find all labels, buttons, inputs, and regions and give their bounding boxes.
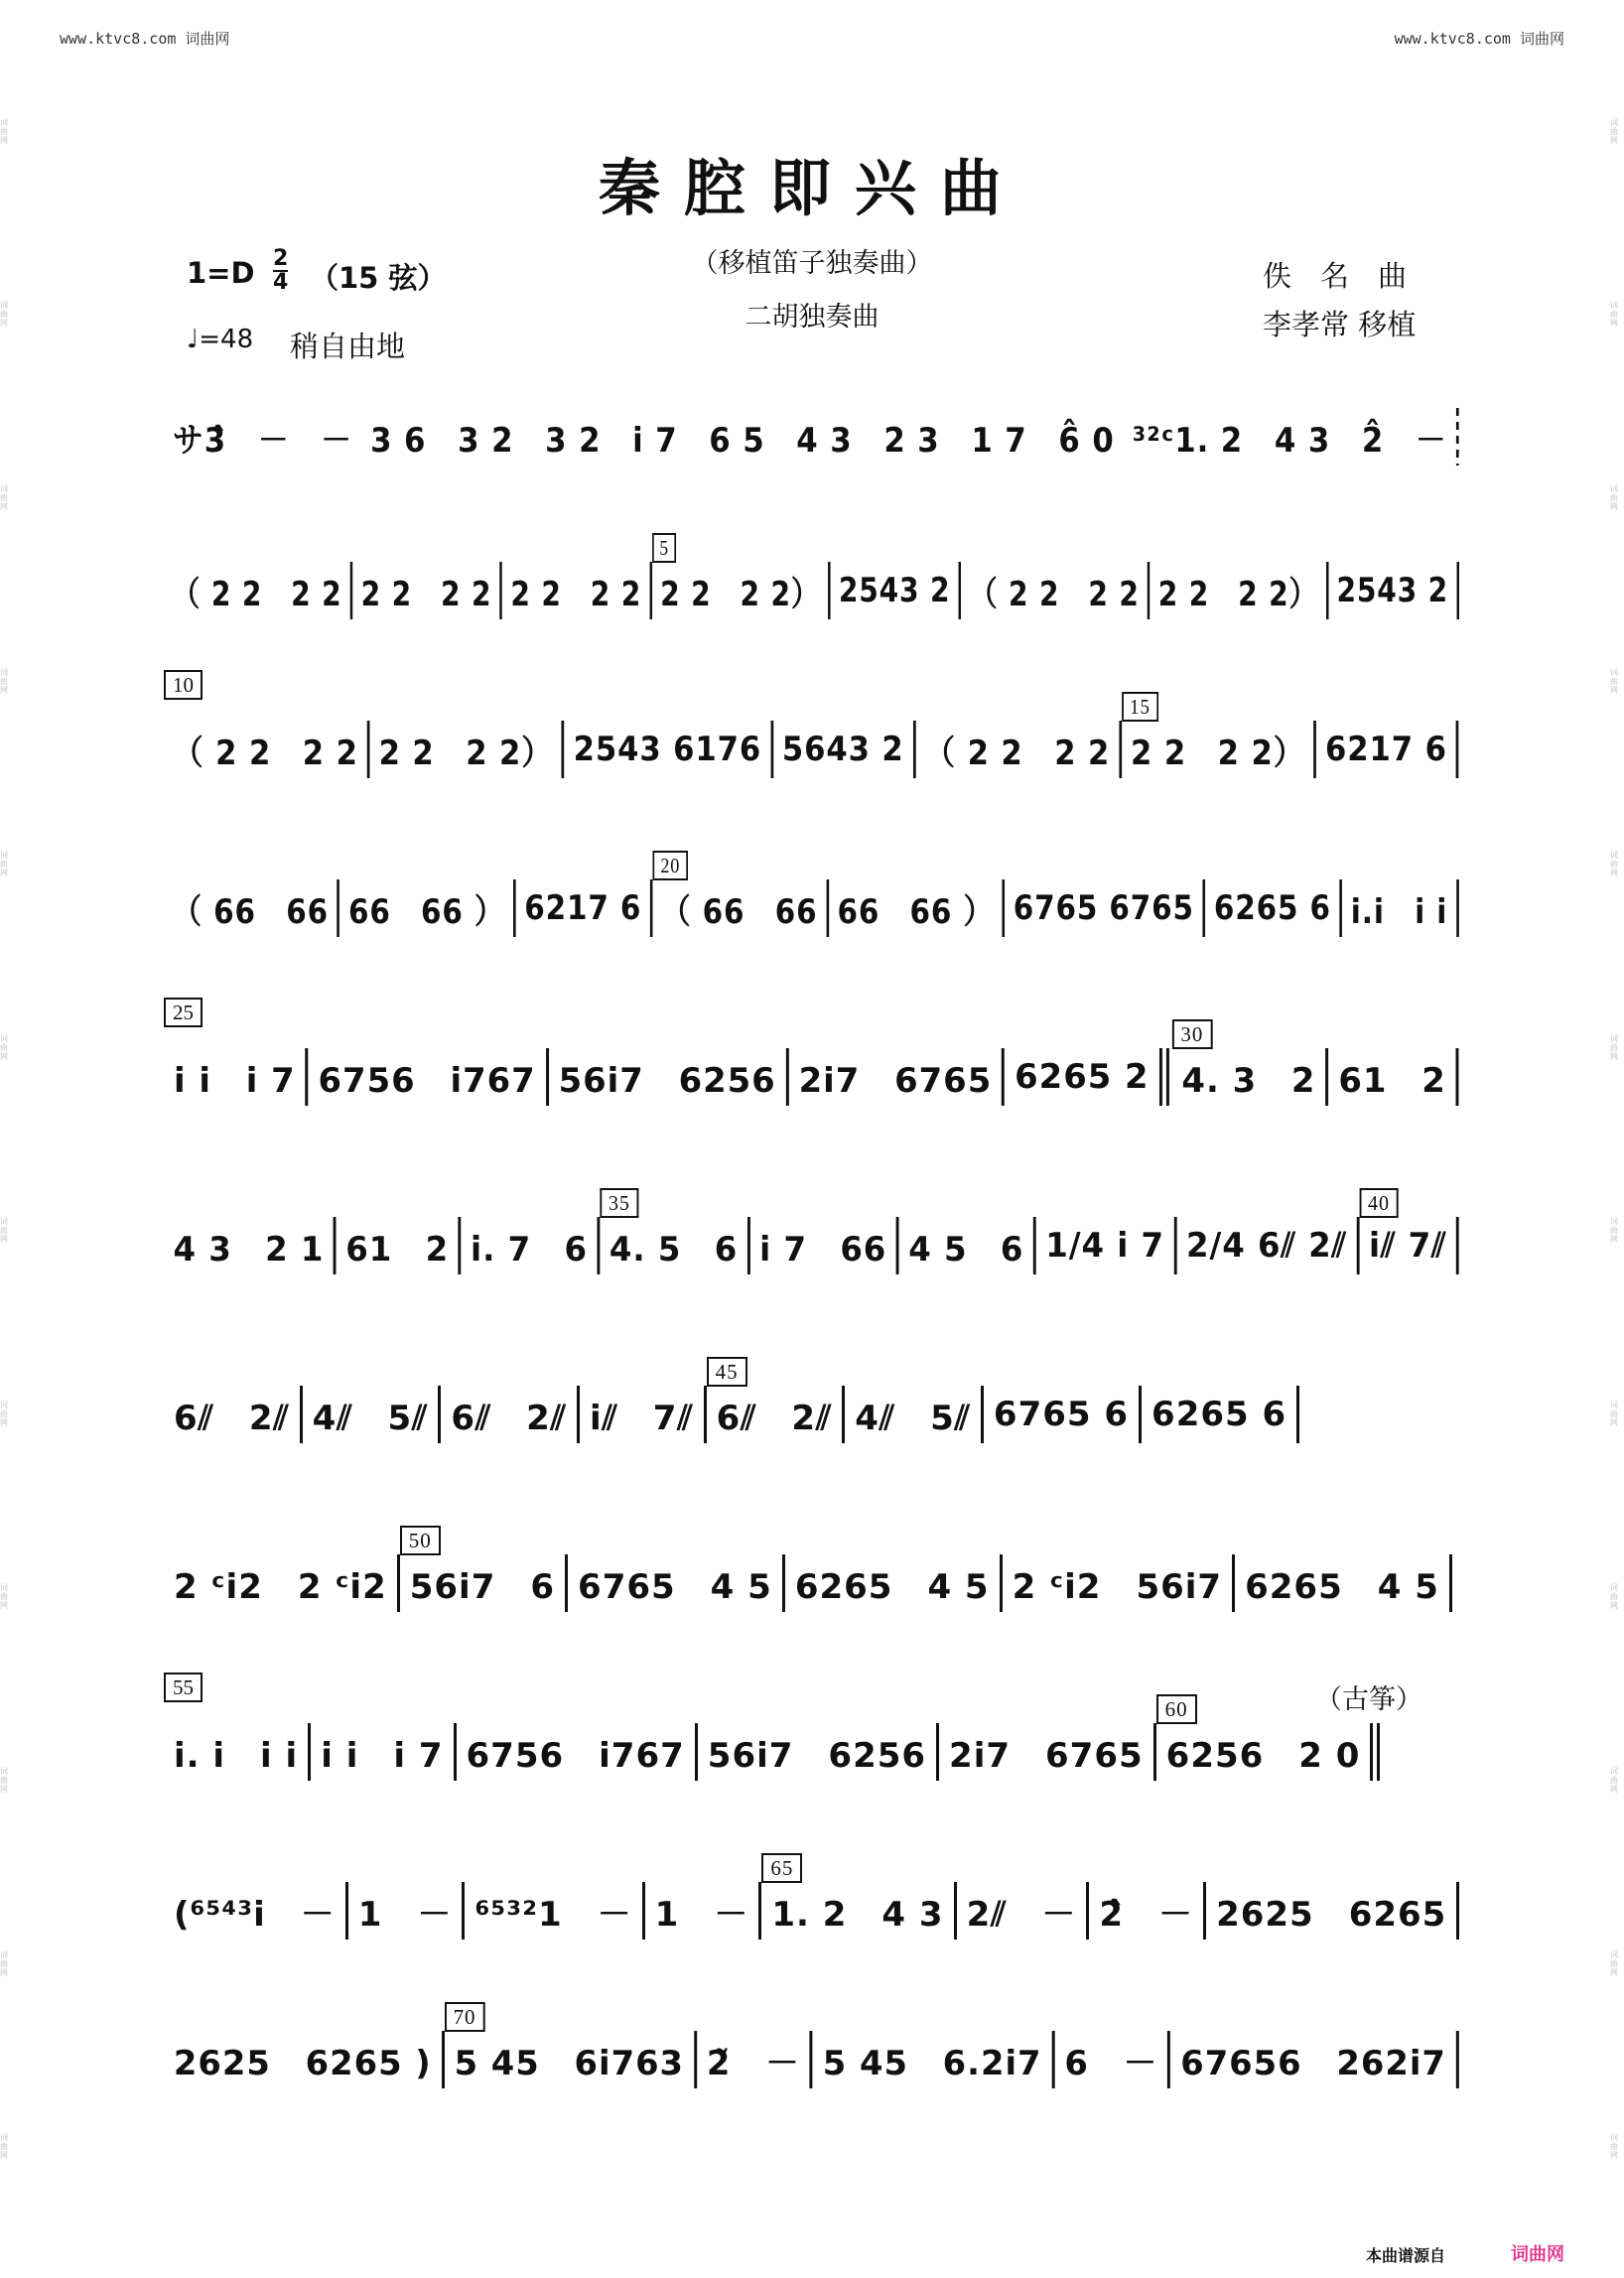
notation-segment: 4 5 6 [908, 1229, 1024, 1270]
notation-segment: （ 2 2 2 2 [172, 574, 342, 614]
barline [1296, 1386, 1299, 1443]
notation-segment: i i i 7 [173, 1060, 296, 1101]
side-mark: 词曲网 [0, 1400, 8, 1427]
side-mark: 词曲网 [1610, 1583, 1618, 1611]
side-mark: 词曲网 [1610, 301, 1618, 329]
measure [698, 1728, 936, 1776]
notation-segment: サ3̇̂ － － [173, 420, 352, 461]
score-row-6 [164, 1191, 1459, 1295]
measure-number: 35 [600, 1188, 638, 1218]
measure [164, 567, 350, 614]
barline-dashed [1456, 408, 1459, 466]
side-mark: 词曲网 [0, 1766, 8, 1794]
measure [164, 726, 367, 773]
measure [516, 884, 650, 932]
measure [961, 567, 1148, 614]
barline [1456, 562, 1458, 619]
measure [1171, 1022, 1325, 1101]
notation-segment: i.i i i [1350, 891, 1448, 932]
side-mark: 词曲网 [0, 1949, 8, 1977]
side-mark: 词曲网 [1610, 667, 1618, 695]
side-mark: 词曲网 [0, 1033, 8, 1061]
measure [1170, 2036, 1456, 2083]
notation-segment: 61 2 [345, 1229, 450, 1270]
notation-segment: 2 2 2 2） [378, 733, 553, 773]
measure [707, 1360, 843, 1438]
measure [568, 1559, 782, 1607]
notation-segment: 2i7 6765 [949, 1735, 1144, 1776]
measure [352, 567, 499, 614]
measure-number: 40 [1359, 1188, 1398, 1218]
barline [1456, 1217, 1459, 1274]
guzheng-annotation: （古筝） [1315, 1684, 1422, 1715]
notation-segment: （ 2 2 2 2 [173, 733, 358, 773]
measure [1328, 567, 1456, 614]
notation-segment: 6265 6 [1213, 888, 1331, 928]
notation-segment: 2625 6265 ) [173, 2043, 432, 2083]
measure [309, 1053, 546, 1101]
notation-segment: i. i i i [174, 1735, 299, 1776]
side-mark: 词曲网 [1610, 1949, 1618, 1977]
measure [761, 1856, 953, 1935]
measure [1122, 695, 1313, 773]
expression-mark: 稍自由地 [290, 330, 406, 363]
measure [1005, 1053, 1158, 1101]
measure [697, 2036, 810, 2083]
measure-number: 20 [653, 851, 689, 880]
notation-segment: 2 ᶜi2 2 ᶜi2 [174, 1566, 387, 1607]
tempo: ♩=48 [187, 325, 254, 354]
notation-segment: （ 66 66 [172, 891, 330, 932]
score-row-2 [164, 536, 1459, 640]
notation-segment: 6756 i767 [318, 1060, 536, 1101]
notation-segment: 2543 2 [1336, 571, 1449, 610]
barline [1456, 879, 1459, 937]
score-row-3 [164, 673, 1459, 799]
measure [164, 1559, 397, 1607]
notation-segment: (⁶⁵⁴³i － [174, 1894, 336, 1935]
side-mark: 词曲网 [1610, 1033, 1618, 1061]
score-title: 秦腔即兴曲 [598, 152, 1025, 224]
side-mark: 词曲网 [1610, 117, 1618, 145]
measure [1176, 1222, 1356, 1270]
measure [311, 1728, 453, 1776]
notation-segment: i. 7 6 [471, 1229, 588, 1270]
notation-segment: 2625 6265 [1216, 1894, 1447, 1935]
measure [164, 1053, 306, 1101]
notation-segment: i i i 7 [321, 1735, 444, 1776]
side-mark: 词曲网 [0, 2133, 8, 2161]
measure [164, 1391, 300, 1438]
side-mark: 词曲网 [0, 851, 8, 878]
barline [1456, 1048, 1459, 1106]
measure [939, 1728, 1153, 1776]
notation-segment: 2⫽ － [966, 1894, 1077, 1935]
barline [1456, 721, 1459, 778]
notation-segment: 6217 6 [524, 888, 642, 928]
score-row-1 [164, 387, 1459, 486]
measure [445, 2005, 694, 2083]
side-mark: 词曲网 [1610, 1766, 1618, 1794]
time-signature-bottom: 4 [273, 270, 289, 295]
barline [1449, 1554, 1452, 1612]
side-mark: 词曲网 [0, 1583, 8, 1611]
notation-segment: 66 66 ） [837, 891, 994, 932]
measure [1142, 1391, 1296, 1438]
measure-number: 5 [652, 533, 676, 563]
notation-segment: 6265 2 [1015, 1057, 1150, 1097]
notation-segment: 6756 i767 [466, 1735, 685, 1776]
notation-segment: 4 3 2 1 [173, 1229, 325, 1270]
notation-segment: 6265 4 5 [1245, 1566, 1439, 1607]
notation-segment: 6217 6 [1325, 730, 1447, 769]
notation-segment: 4. 5 6 [609, 1229, 739, 1270]
measure [337, 1222, 459, 1270]
notation-segment: 66 66 ） [347, 891, 505, 932]
notation-segment: 1 － [654, 1894, 749, 1935]
measure [1005, 884, 1203, 932]
repeat-start-barline [1159, 1048, 1162, 1106]
side-mark: 词曲网 [0, 301, 8, 329]
key-signature: 1=D [187, 256, 255, 290]
measure [813, 2036, 1052, 2083]
notation-segment: （ 2 2 2 2 [969, 574, 1140, 614]
notation-segment: 3 6 3 2 3 2 i 7 6 5 4 3 2 3 1 7 6̂ 0 [370, 420, 1115, 461]
measure-number: 70 [445, 2002, 485, 2032]
measure [1156, 1697, 1371, 1776]
tuning: （15 弦） [310, 261, 447, 295]
measure [441, 1391, 577, 1438]
notation-segment: 4⫽ 5⫽ [855, 1398, 971, 1438]
notation-segment: 1 － [357, 1894, 453, 1935]
site-url-right[interactable]: www.ktvc8.com 词曲网 [1394, 30, 1564, 48]
measure-number: 15 [1122, 692, 1158, 722]
measure [339, 884, 513, 932]
side-mark: 词曲网 [1610, 2133, 1618, 2161]
measure [1054, 2036, 1167, 2083]
notation-segment: 6765 6765 [1013, 888, 1194, 928]
side-mark: 词曲网 [0, 1217, 8, 1245]
side-mark: 词曲网 [1610, 1400, 1618, 1427]
notation-segment: 5 45 6.2i7 [822, 2043, 1042, 2083]
measure [789, 1053, 1003, 1101]
notation-segment: 2 ᶜi2 56i7 [1012, 1566, 1223, 1607]
notation-segment: 2 2 2 2） [1157, 574, 1318, 614]
side-watermark-right [1610, 40, 1624, 2238]
measure [462, 1222, 598, 1270]
notation-segment: 5 45 6i763 [454, 2043, 685, 2083]
measure [1359, 1191, 1456, 1270]
measure-number: 25 [164, 998, 203, 1027]
measure-group [361, 413, 1124, 461]
notation-segment: 2 2 2 2 [510, 574, 642, 614]
measure [164, 1887, 345, 1935]
measure [653, 854, 827, 932]
measure-number: 45 [707, 1357, 747, 1387]
measure [831, 567, 959, 614]
measure [164, 2036, 442, 2083]
barline [1456, 1882, 1459, 1940]
measure [1003, 1559, 1233, 1607]
notation-segment: 6⫽ 2⫽ [174, 1398, 290, 1438]
barline [1456, 2031, 1459, 2088]
measure [549, 1053, 786, 1101]
notation-segment: 4⫽ 5⫽ [312, 1398, 429, 1438]
site-url-left[interactable]: www.ktvc8.com 词曲网 [60, 30, 230, 48]
score-row-4 [164, 854, 1459, 958]
side-mark: 词曲网 [0, 667, 8, 695]
side-mark: 词曲网 [1610, 851, 1618, 878]
measure [1328, 1053, 1455, 1101]
side-mark: 词曲网 [1610, 1217, 1618, 1245]
side-mark: 词曲网 [0, 483, 8, 511]
notation-segment: 67656 262i7 [1180, 2043, 1446, 2083]
measure [565, 726, 771, 773]
notation-segment: 6⫽ 2⫽ [716, 1398, 833, 1438]
measure-number: 10 [164, 670, 203, 700]
measure [600, 1191, 746, 1270]
notation-segment: 2i7 6765 [798, 1060, 993, 1101]
score-row-11 [164, 2005, 1459, 2109]
measure [984, 1391, 1139, 1438]
notation-segment: 6265 4 5 [794, 1566, 990, 1607]
notation-segment: 6256 2 0 [1165, 1735, 1361, 1776]
measure [1235, 1559, 1449, 1607]
notation-segment: 6⫽ 2⫽ [451, 1398, 567, 1438]
measure-number: 60 [1156, 1694, 1197, 1724]
notation-segment: 2 2 2 2 [360, 574, 492, 614]
notation-segment: ⁶⁵³²1 － [474, 1894, 632, 1935]
notation-segment: 56i7 6256 [558, 1060, 776, 1101]
measure [652, 536, 828, 614]
measure [1036, 1222, 1174, 1270]
measure [1089, 1887, 1203, 1935]
notation-segment: 6265 6 [1151, 1395, 1287, 1434]
measure [645, 1887, 759, 1935]
measure-number: 50 [400, 1526, 441, 1555]
notation-segment: 6 － [1064, 2043, 1158, 2083]
measure [1316, 726, 1456, 773]
notation-segment: （ 2 2 2 2 [924, 733, 1111, 773]
score-row-8 [164, 1529, 1459, 1633]
measure-number: 30 [1171, 1019, 1212, 1049]
notation-segment: 2543 6176 [573, 730, 762, 769]
measure [502, 567, 649, 614]
score-row-7 [164, 1360, 1459, 1464]
measure [750, 1222, 896, 1270]
notation-segment: 2543 2 [838, 571, 951, 610]
notation-segment: 4. 3 2 [1181, 1060, 1316, 1101]
repeat-end-barline [1370, 1723, 1373, 1781]
measure [845, 1391, 981, 1438]
measure [899, 1222, 1033, 1270]
measure [1205, 884, 1339, 932]
notation-segment: 1. 2 4 3 [771, 1894, 944, 1935]
notation-segment: 56i7 6 [409, 1566, 556, 1607]
notation-segment: 5643 2 [781, 730, 904, 769]
measure-number: 65 [761, 1853, 802, 1883]
measure [164, 884, 338, 932]
measure [348, 1887, 463, 1935]
measure [303, 1391, 439, 1438]
score-row-9 [164, 1675, 1459, 1802]
notation-segment: ³²ᶜ1. 2 4 3 2̂ － [1132, 420, 1447, 461]
notation-segment: 56i7 6256 [707, 1735, 927, 1776]
side-mark: 词曲网 [0, 117, 8, 145]
side-mark: 词曲网 [1610, 483, 1618, 511]
time-signature-top: 2 [273, 246, 289, 271]
notation-segment: 6765 4 5 [578, 1566, 772, 1607]
measure [957, 1887, 1087, 1935]
notation-segment: i⫽ 7⫽ [589, 1398, 694, 1438]
measure-group [1124, 413, 1456, 461]
measure [773, 726, 913, 773]
score-subtitle: （移植笛子独奏曲） [691, 248, 933, 279]
side-watermark-left [0, 40, 14, 2238]
footer-source-label: 本曲谱源自 [1365, 2246, 1445, 2265]
measure [164, 1728, 308, 1776]
notation-segment: 1/4 i 7 [1045, 1226, 1165, 1266]
notation-segment: （ 66 66 [661, 891, 818, 932]
measure [400, 1529, 565, 1607]
measure [1206, 1887, 1456, 1935]
notation-segment: 2 2 2 2） [1131, 733, 1305, 773]
measure [1150, 567, 1326, 614]
time-signature [273, 248, 288, 294]
measure [465, 1887, 641, 1935]
notation-segment: i⫽ 7⫽ [1368, 1226, 1447, 1266]
measure [1342, 884, 1456, 932]
measure [164, 1222, 334, 1270]
notation-segment: 61 2 [1338, 1060, 1446, 1101]
score-row-10 [164, 1856, 1459, 1960]
measure [370, 726, 562, 773]
score-row-5 [164, 1001, 1459, 1127]
measure-number: 55 [164, 1673, 203, 1702]
composer-credit: 佚 名 曲 [1263, 259, 1408, 293]
measure [580, 1391, 704, 1438]
notation-segment: 2/4 6⫽ 2⫽ [1185, 1226, 1348, 1266]
measure [457, 1728, 695, 1776]
notation-segment: 2̃ － [706, 2043, 800, 2083]
measure [915, 726, 1119, 773]
measure [829, 884, 1003, 932]
measure-group [164, 413, 361, 461]
notation-segment: 2 2 2 2） [660, 574, 820, 614]
notation-segment: i 7 66 [759, 1229, 887, 1270]
notation-segment: 6765 6 [993, 1395, 1130, 1434]
measure [785, 1559, 1000, 1607]
score-genre: 二胡独奏曲 [744, 302, 880, 333]
footer-brand-link[interactable]: 词曲网 [1511, 2244, 1564, 2265]
arranger-credit: 李孝常 移植 [1263, 308, 1417, 341]
notation-segment: 2̂ － [1099, 1894, 1194, 1935]
